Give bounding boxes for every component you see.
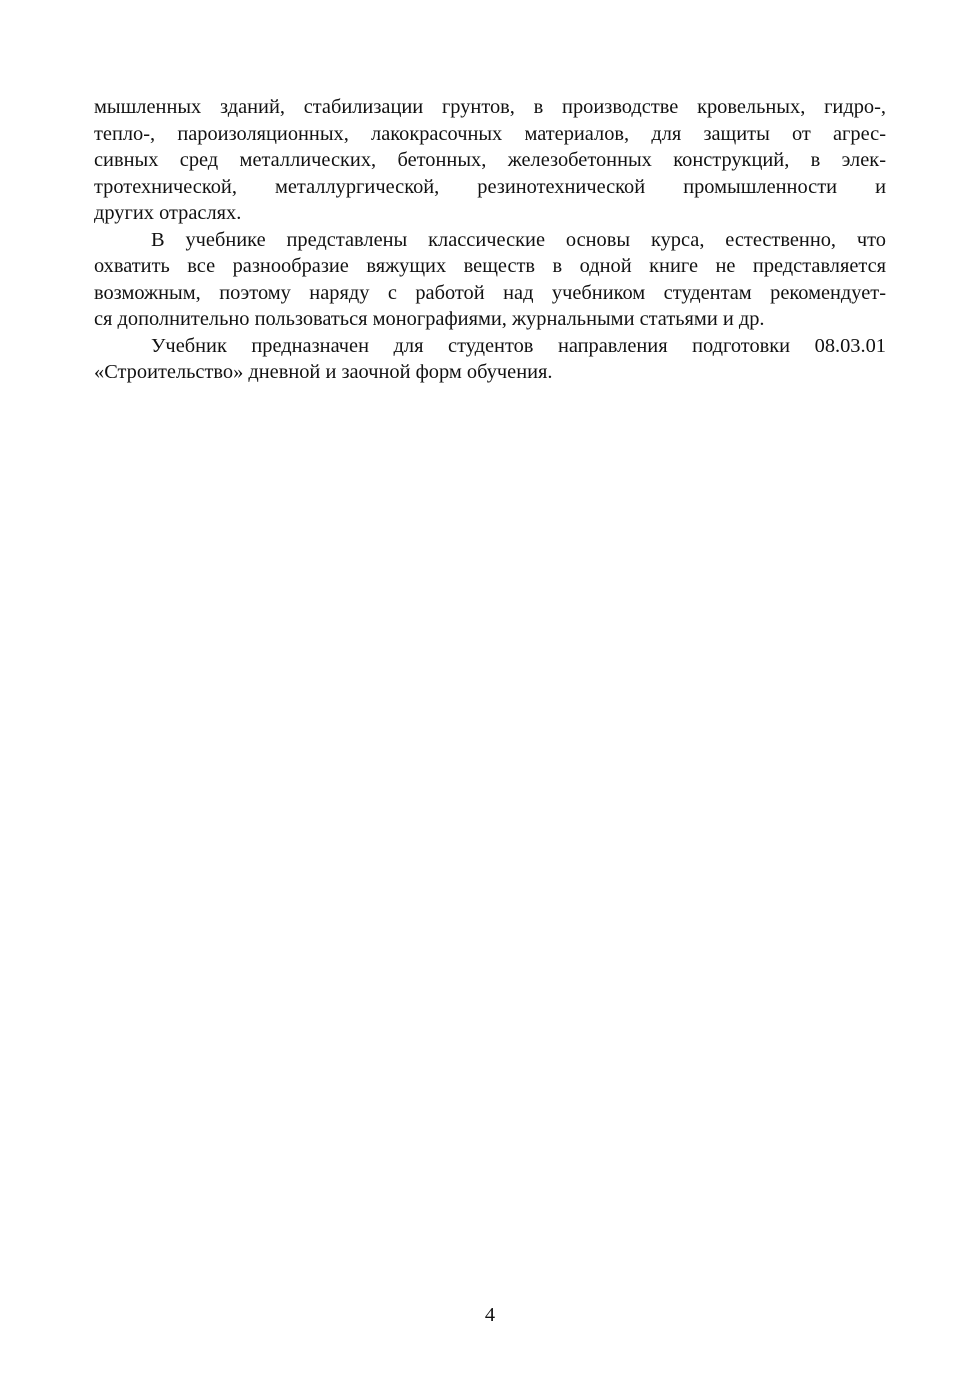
paragraph-1 xyxy=(94,94,886,227)
text-line: других отраслях. xyxy=(94,202,242,224)
paragraph-3 xyxy=(94,333,886,386)
text-line: сивных сред металлических, бетонных, железобетонных конструкций, в элек- xyxy=(94,149,886,171)
text-line: ся дополнительно пользоваться монографиями, журнальными статьями и др. xyxy=(94,308,765,330)
text-line: тепло-, пароизоляционных, лакокрасочных материалов, для защиты от агрес- xyxy=(94,122,886,145)
text-line: мышленных зданий, стабилизации грунтов, в производстве кровельных, гидро-, xyxy=(94,96,886,118)
text-line: Учебник предназначен для студентов направления подготовки 08.03.01 xyxy=(151,334,886,357)
text-line: возможным, поэтому наряду с работой над учебником студентам рекомендует- xyxy=(94,281,886,304)
text-line: тротехнической, металлургической, резинотехнической промышленности и xyxy=(94,175,886,198)
text-line: В учебнике представлены классические основы курса, естественно, что xyxy=(151,228,886,251)
text-line: охватить все разнообразие вяжущих веществ в одной книге не представляется xyxy=(94,255,886,277)
text-line: «Строительство» дневной и заочной форм обучения. xyxy=(94,361,553,383)
page-number: 4 xyxy=(484,1304,496,1326)
paragraph-2 xyxy=(94,227,886,333)
body-text xyxy=(94,94,886,386)
